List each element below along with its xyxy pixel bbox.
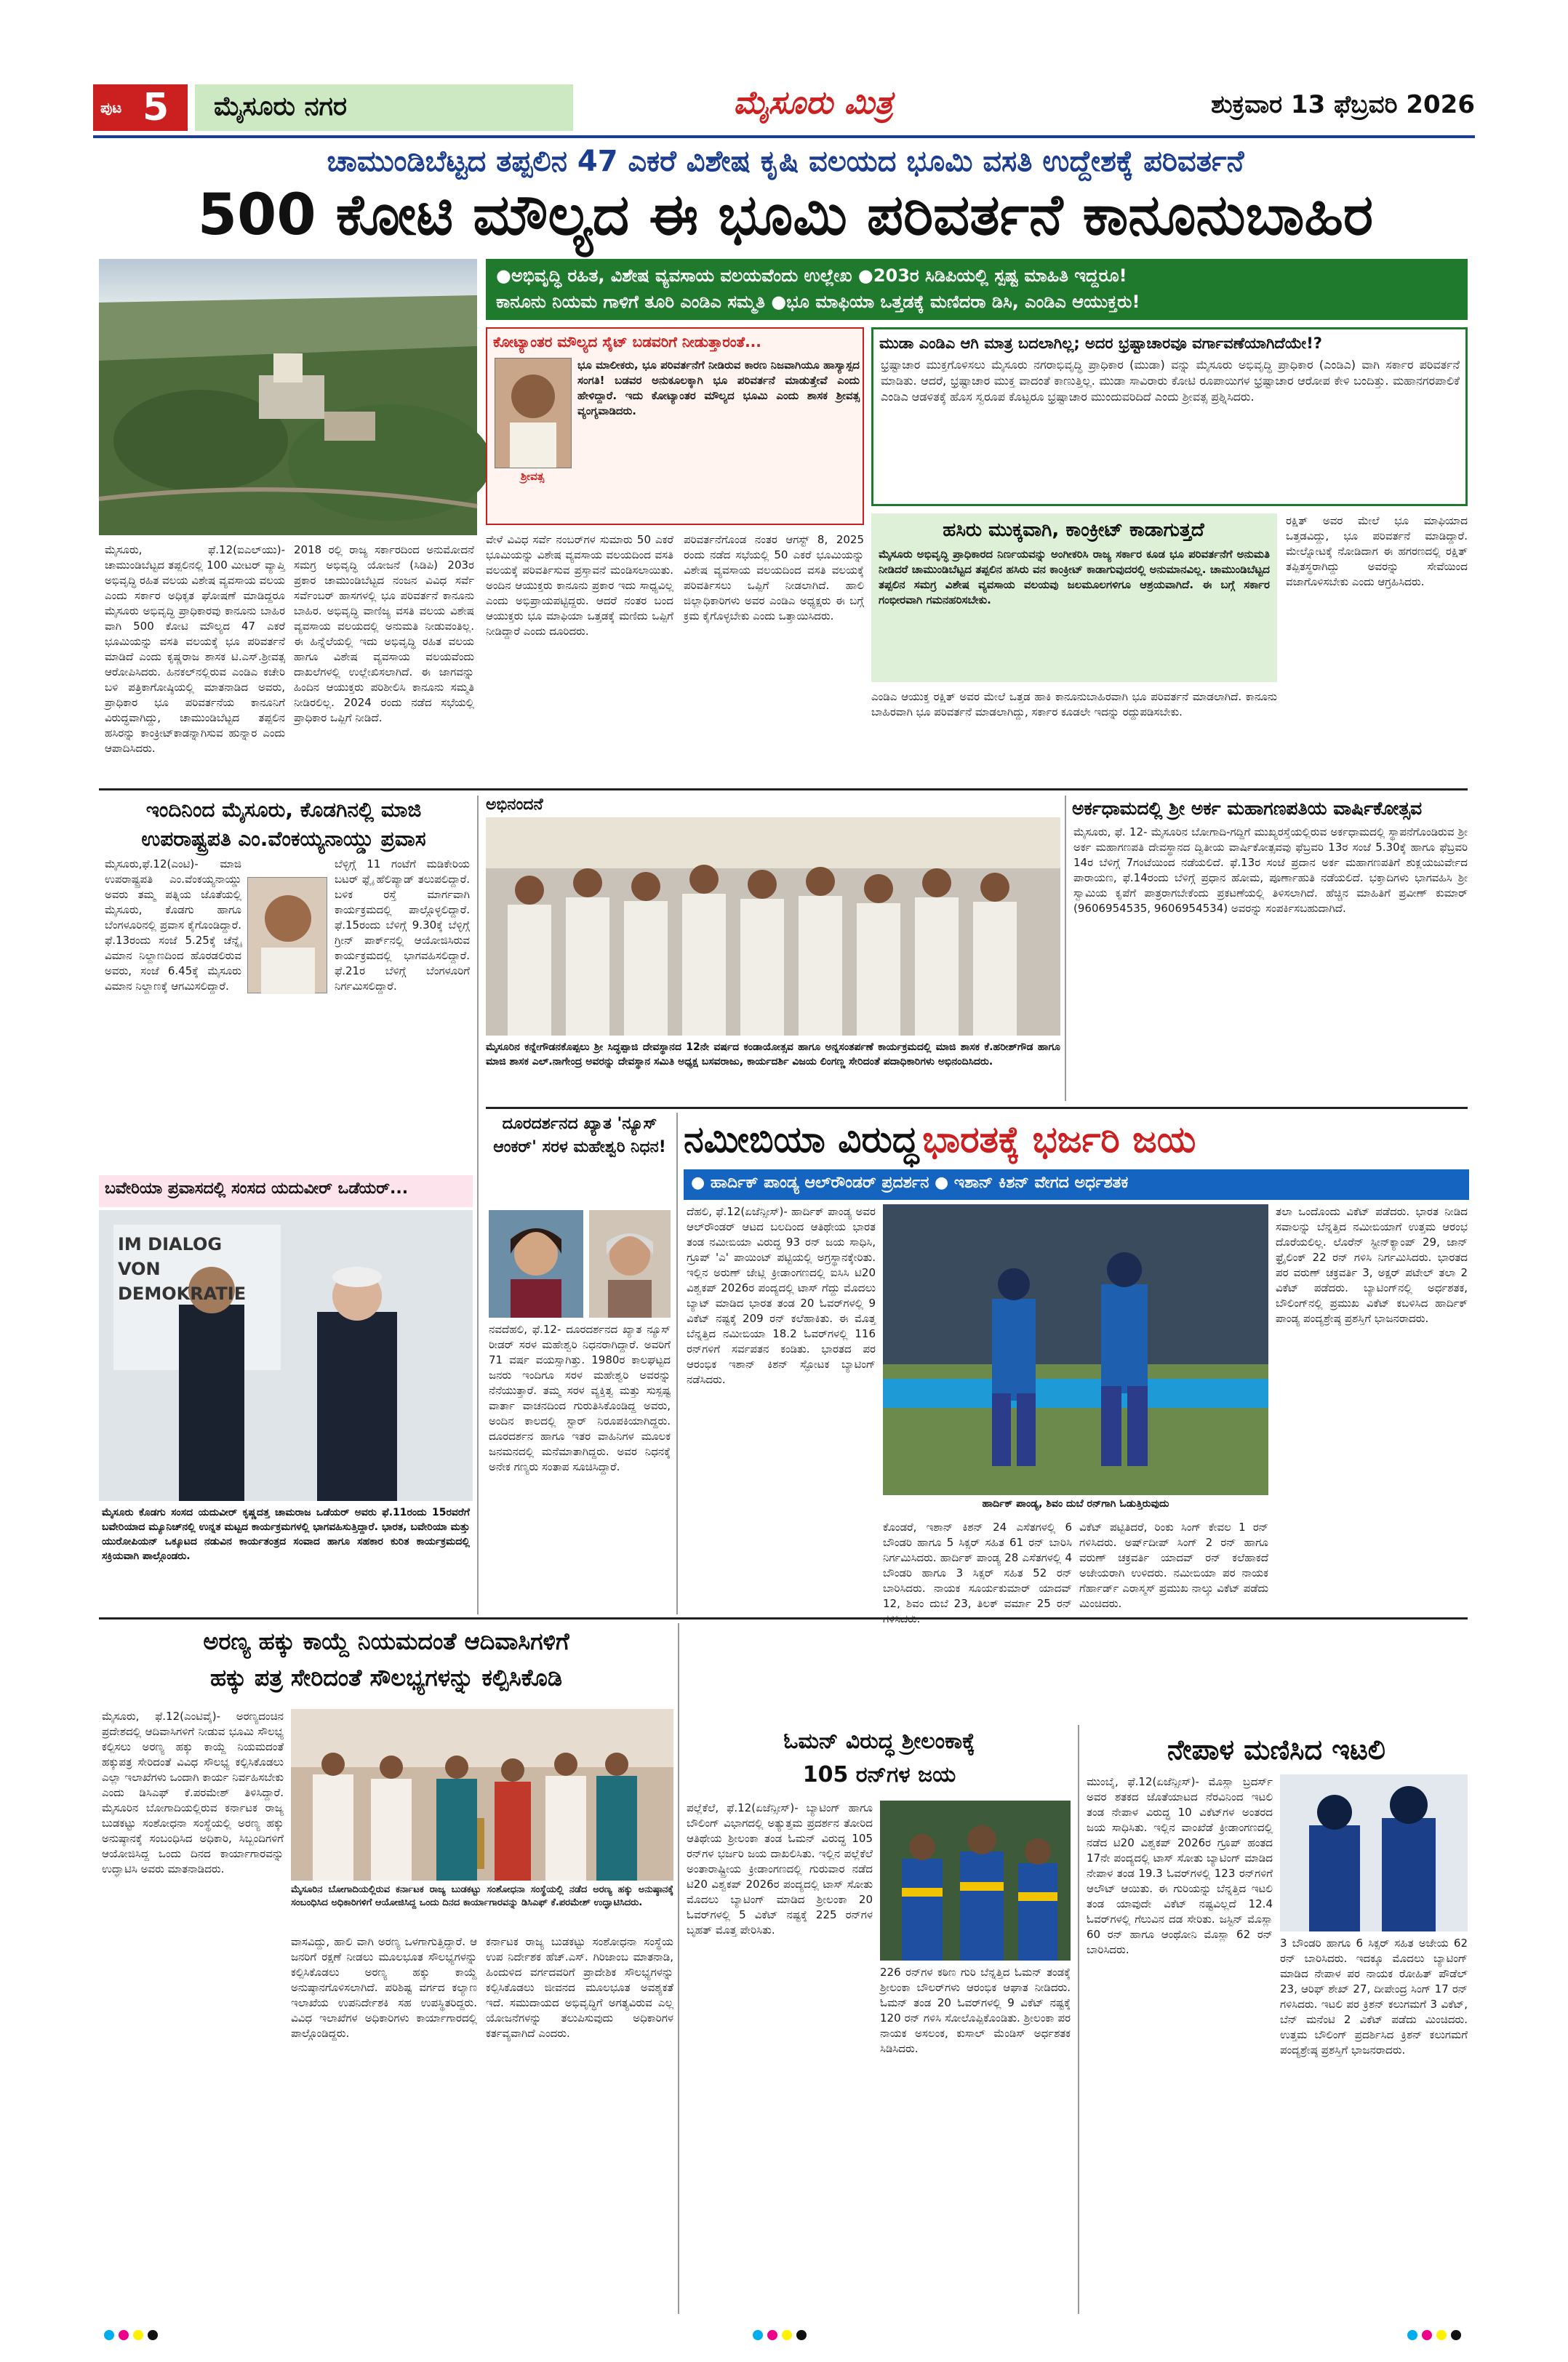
lower-rule [99,1617,1468,1620]
bavaria-caption: ಮೈಸೂರು ಕೊಡಗು ಸಂಸದ ಯದುವೀರ್ ಕೃಷ್ಣದತ್ತ ಚಾಮರಾಜ ಒಡೆಯರ್ ಅವರು ಫೆ.11ರಂದು 15ರವರೆಗೆ ಬವೇರಿಯಾದ ಮ್ಯೂನಿಚ್‌ನಲ್ಲಿ ಉನ್ನತ ಮಟ್ಟದ ಕಾರ್ಯಕ್ರಮಗಳಲ್ಲಿ ಭಾಗವಹಿಸುತ್ತಿದ್ದಾರೆ. ಭಾರತ, ಬವೇರಿಯಾ ಮತ್ತು ಯುರೋಪಿಯನ್ ಒಕ್ಕೂಟದ ನಡುವಿನ ಕಾರ್ಯತಂತ್ರದ ಸಂವಾದ ಹಾಗೂ ಸಹಕಾರ ಕುರಿತ ಕಾರ್ಯಕ್ರಮದಲ್ಲಿ ಸಕ್ರಿಯವಾಗಿ ಪಾಲ್ಗೊಂಡರು. [102,1507,470,1562]
anchor-photo-older [589,1210,671,1318]
lead-headline: 500 ಕೋಟಿ ಮೌಲ್ಯದ ಈ ಭೂಮಿ ಪರಿವರ್ತನೆ ಕಾನೂನುಬಾಹಿರ [197,183,1374,248]
lamp-lighting-ceremony-image [291,1709,673,1881]
forest-photo-caption: ಮೈಸೂರಿನ ಬೋಗಾದಿಯಲ್ಲಿರುವ ಕರ್ನಾಟಕ ರಾಜ್ಯ ಬುಡಕಟ್ಟು ಸಂಶೋಧನಾ ಸಂಸ್ಥೆಯಲ್ಲಿ ನಡೆದ ಅರಣ್ಯ ಹಕ್ಕು ಅನುಷ್ಠಾನಕ್ಕೆ ಸಂಬಂಧಿಸಿದ ಅಧಿಕಾರಿಗಳಿಗೆ ಆಯೋಜಿಸಿದ್ದ ಒಂದು ದಿನದ ಕಾರ್ಯಾಗಾರವನ್ನು ಡಿಸಿಎಫ್ ಕೆ.ಪರಮೇಶ್ ಉದ್ಘಾಟಿಸಿದರು. [291,1884,673,1908]
mda-box-text: ಭ್ರಷ್ಟಾಚಾರ ಮುಕ್ತಗೊಳಿಸಲು ಮೈಸೂರು ನಗರಾಭಿವೃದ್ಧಿ ಪ್ರಾಧಿಕಾರ (ಮುಡಾ) ವನ್ನು ಮೈಸೂರು ಅಭಿವೃದ್ಧಿ ಪ್ರಾಧಿಕಾರ (ಎಂಡಿಎ) ವಾಗಿ ಸರ್ಕಾರ ಪರಿವರ್ತನೆ ಮಾಡಿತು. ಆದರೆ, ಭ್ರಷ್ಟಾಚಾರ ಮುಕ್ತ ವಾದಂತೆ ಕಾಣುತ್ತಿಲ್ಲ. ಮುಡಾ ಸಾವಿರಾರು ಕೋಟಿ ರೂಪಾಯಿಗಳ ಭ್ರಷ್ಟಾಚಾರ ಆರೋಪ ಕೇಳಿ ಬಂದಿತ್ತು. ಮಹಾನಗರಪಾಲಿಕೆ ಎಂಡಿಎ ಆಡಳಿತಕ್ಕೆ ಹೊಸ ಸ್ವರೂಪ ಕೊಟ್ಟರೂ ಭ್ರಷ್ಟಾಚಾರ ಮುಂದುವರಿದಿದೆ ಎಂದು ಶ್ರೀವತ್ಸ ಪ್ರಶ್ನಿಸಿದರು. [881,358,1460,404]
sidebar-quote-text: ಭೂ ಮಾಲೀಕರು, ಭೂ ಪರಿವರ್ತನೆಗೆ ನೀಡಿರುವ ಕಾರಣ ನಿಜವಾಗಿಯೂ ಹಾಸ್ಯಾಸ್ಪದ ಸಂಗತಿ! ಬಡವರ ಅನುಕೂಲಕ್ಕಾಗಿ ಭೂ ಪರಿವರ್ತನೆ ಮಾಡುತ್ತೇವೆ ಎಂದು ಹೇಳಿದ್ದಾರೆ. ಇದು ಕೋಟ್ಯಾಂತರ ಮೌಲ್ಯದ ಭೂಮಿ ಎಂದು ಶಾಸಕ ಶ್ರೀವತ್ಸ ವ್ಯಂಗ್ಯವಾಡಿದರು. [577,359,860,417]
lead-col-1: ಮೈಸೂರು, ಫೆ.12(ಐಎಲ್‌ಯು)- ಚಾಮುಂಡಿಬೆಟ್ಟದ ತಪ್ಪಲಿನಲ್ಲಿ 100 ಮೀಟರ್ ವ್ಯಾಪ್ತಿ ಅಭಿವೃದ್ಧಿ ರಹಿತ ವಲಯ ವಿಶೇಷ ವ್ಯವಸಾಯ ವಲಯ ಎಂದು ಸರ್ಕಾರ ಅಧಿಕೃತ ಘೋಷಣೆ ಮಾಡಿದ್ದರೂ ಮೈಸೂರು ಅಭಿವೃದ್ಧಿ ಪ್ರಾಧಿಕಾರವು ಕಾನೂನು ಬಾಹಿರ ವಾಗಿ 500 ಕೋಟಿ ಮೌಲ್ಯದ 47 ಎಕರೆ ಭೂಮಿಯನ್ನು ವಸತಿ ವಲಯಕ್ಕೆ ಭೂ ಪರಿವರ್ತನೆ ಮಾಡಿದೆ ಎಂದು ಕೃಷ್ಣರಾಜ ಶಾಸಕ ಟಿ.ಎಸ್.ಶ್ರೀವತ್ಸ ಆರೋಪಿಸಿದರು. ಹಿನಕಲ್‌ನಲ್ಲಿರುವ ಎಂಡಿಎ ಕಚೇರಿ ಬಳಿ ಪತ್ರಿಕಾಗೋಷ್ಠಿಯಲ್ಲಿ ಮಾತನಾಡಿದ ಅವರು, ಪ್ರಾಧಿಕಾರ ಭೂ ಪರಿವರ್ತನೆಯ ಕಾನೂನಿಗೆ ವಿರುದ್ಧವಾಗಿದ್ದು, ಚಾಮುಂಡಿಬೆಟ್ಟದ ತಪ್ಪಲಿನ ಹಸಿರನ್ನು ಕಾಂಕ್ರೀಟ್‌ಕಾಡನ್ನಾಗಿಸುವ ಹುನ್ನಾರ ಎಂದು ಆಪಾದಿಸಿದರು. [105,543,285,755]
sidebar-quote-portrait [495,358,572,468]
section-name: ಮೈಸೂರು ನಗರ [214,92,348,121]
cricket-col-4: ತಲಾ ಒಂದೊಂದು ವಿಕೆಟ್ ಪಡೆದರು. ಭಾರತ ನೀಡಿದ ಸವಾಲನ್ನು ಬೆನ್ನತ್ತಿದ ನಮೀಬಿಯಾಗೆ ಉತ್ತಮ ಆರಂಭ ದೊರೆಯಲಿಲ್ಲ. ಲೊರೆನ್ ಸ್ಟೀನ್‌ಕ್ಯಾಂಪ್ 29, ಜಾನ್ ಫ್ರೈಲಿಂಕ್ 22 ರನ್ ಗಳಿಸಿ ನಿರ್ಗಮಿಸಿದರು. ಭಾರತದ ಪರ ವರುಣ್ ಚಕ್ರವರ್ತಿ 3, ಅಕ್ಷರ್ ಪಟೇಲ್ ತಲಾ 2 ವಿಕೆಟ್ ಪಡೆದರು. ಬ್ಯಾಟಿಂಗ್‌ನಲ್ಲಿ ಅರ್ಧಶತಕ, ಬೌಲಿಂಗ್‌ನಲ್ಲಿ ಪ್ರಮುಖ ವಿಕೆಟ್ ಕಬಳಿಸಿದ ಹಾರ್ದಿಕ್ ಪಾಂಡ್ಯ ಪಂದ್ಯಶ್ರೇಷ್ಠ ಪ್ರಶಸ್ತಿಗೆ ಭಾಜನರಾದರು. [1276,1205,1468,1325]
column-divider-4 [678,1623,679,2314]
anchor-photo-young [489,1210,583,1318]
mda-box-title: ಮುಡಾ ಎಂಡಿಎ ಆಗಿ ಮಾತ್ರ ಬದಲಾಗಿಲ್ಲ; ಅದರ ಭ್ರಷ್ಟಾಚಾರವೂ ವರ್ಗಾವಣೆಯಾಗಿದೆಯೇ!? [879,335,1322,352]
forest-col-1: ಮೈಸೂರು, ಫೆ.12(ಎಂಟಿವೈ)- ಅರಣ್ಯದಂಚಿನ ಪ್ರದೇಶದಲ್ಲಿ ಆದಿವಾಸಿಗಳಿಗೆ ನೀಡುವ ಭೂಮಿ ಸೌಲಭ್ಯ ಕಲ್ಪಿಸಲು ಅರಣ್ಯ ಹಕ್ಕು ಕಾಯ್ದೆ ನಿಯಮದಂತೆ ಹಕ್ಕುಪತ್ರ ಸೇರಿದಂತೆ ವಿವಿಧ ಸೌಲಭ್ಯ ಕಲ್ಪಿಸಿಕೊಡಲು ಎಲ್ಲಾ ಇಲಾಖೆಗಳು ಒಂದಾಗಿ ಕಾರ್ಯ ನಿರ್ವಹಿಸಬೇಕು ಎಂದು ಡಿಸಿಎಫ್ ಕೆ.ಪರಮೇಶ್ ತಿಳಿಸಿದ್ದಾರೆ. ಮೈಸೂರಿನ ಬೋಗಾದಿಯಲ್ಲಿರುವ ಕರ್ನಾಟಕ ರಾಜ್ಯ ಬುಡಕಟ್ಟು ಸಂಶೋಧನಾ ಸಂಸ್ಥೆಯಲ್ಲಿ ಅರಣ್ಯ ಹಕ್ಕು ಅನುಷ್ಠಾನಕ್ಕೆ ಸಂಬಂಧಿಸಿದ ಅಧಿಕಾರಿ, ಸಿಬ್ಬಂದಿಗಳಿಗೆ ಆಯೋಜಿಸಿದ್ದ ಒಂದು ದಿನದ ಕಾರ್ಯಾಗಾರವನ್ನು ಉದ್ಘಾಟಿಸಿ ಅವರು ಮಾತನಾಡಿದರು. [102,1710,284,1875]
person-portrait-icon [495,359,571,468]
cricket-col-2: ಕೊಂಡರೆ, ಇಶಾನ್ ಕಿಶನ್ 24 ಎಸೆತಗಳಲ್ಲಿ 6 ಬೌಂಡರಿ ಹಾಗೂ 5 ಸಿಕ್ಸರ್ ಸಹಿತ 61 ರನ್ ಬಾರಿಸಿ ನಿರ್ಗಮಿಸಿದರು. ಹಾರ್ದಿಕ್ ಪಾಂಡ್ಯ 28 ಎಸೆತಗಳಲ್ಲಿ 4 ಬೌಂಡರಿ ಹಾಗೂ 3 ಸಿಕ್ಸರ್ ಸಹಿತ 52 ರನ್ ಬಾರಿಸಿದರು. ನಾಯಕ ಸೂರ್ಯಕುಮಾರ್ ಯಾದವ್ 12, ಶಿವಂ ದುಬೆ 23, ತಿಲಕ್ ವರ್ಮಾ 25 ರನ್ [883,1521,1072,1610]
srilanka-headline-line2: 105 ರನ್‌ಗಳ ಜಯ [802,1762,956,1787]
italy-col-2: 3 ಬೌಂಡರಿ ಹಾಗೂ 6 ಸಿಕ್ಸರ್ ಸಹಿತ ಅಜೇಯ 62 ರನ್ ಬಾರಿಸಿದರು. ಇದಕ್ಕೂ ಮೊದಲು ಬ್ಯಾಟಿಂಗ್ ಮಾಡಿದ ನೇಪಾಳ ಪರ ನಾಯಕ ರೋಹಿತ್ ಪೌಡೆಲ್ 23, ಆರಿಫ್ ಶೇಖ್ 27, ದೀಪೇಂದ್ರ ಸಿಂಗ್ 17 ರನ್ ಗಳಿಸಿದರು. ಇಟಲಿ ಪರ ಕ್ರಿಶನ್ ಕಲುಗಮಗೆ 3 ವಿಕೆಟ್, ಬೆನ್ ಮನೆಂಟಿ 2 ವಿಕೆಟ್ ಪಡೆದು ಮಿಂಚಿದರು. ಉತ್ತಮ ಬೌಲಿಂಗ್ ಪ್ರದರ್ಶಿಸಿದ ಕ್ರಿಶನ್ ಕಲುಗಮಗೆ ಪಂದ್ಯಶ್ರೇಷ್ಠ ಪ್ರಶಸ್ತಿಗೆ ಭಾಜನರಾದರು. [1280,1937,1468,2057]
cricket-headline [684,1113,1469,1168]
srilanka-photo [880,1801,1071,1961]
color-registration-dots-icon [99,2324,1468,2346]
green-box-text: ಮೈಸೂರು ಅಭಿವೃದ್ಧಿ ಪ್ರಾಧಿಕಾರದ ನಿರ್ಣಯವನ್ನು ಅಂಗೀಕರಿಸಿ ರಾಜ್ಯ ಸರ್ಕಾರ ಕೂಡ ಭೂ ಪರಿವರ್ತನೆಗೆ ಅನುಮತಿ ನೀಡಿದರೆ ಚಾಮುಂಡಿಬೆಟ್ಟದ ತಪ್ಪಲಿನ ಹಸಿರು ವನ ಕಾಂಕ್ರೀಟ್ ಕಾಡಾಗುವುದರಲ್ಲಿ ಅನುಮಾನವಿಲ್ಲ. ಚಾಮುಂಡಿಬೆಟ್ಟದ ತಪ್ಪಲಿನ ಸಮಗ್ರ ವಿಶೇಷ ವ್ಯವಸಾಯ ವಲಯವು ಜಲಮೂಲಗಳಿಗೂ ಆಶ್ರಯವಾಗಿದೆ. ಈ ಬಗ್ಗೆ ಸರ್ಕಾರ ಗಂಭೀರವಾಗಿ ಗಮನಹರಿಸಬೇಕು. [879,548,1270,606]
lead-col-6: ರಕ್ಷಿತ್ ಅವರ ಮೇಲೆ ಭೂ ಮಾಫಿಯಾದ ಒತ್ತಡವಿದ್ದು, ಭೂ ಪರಿವರ್ತನೆ ಮಾಡಿದ್ದಾರೆ. ಮೇಲ್ನೋಟಕ್ಕೆ ನೋಡಿದಾಗ ಈ ಹಗರಣದಲ್ಲಿ ರಕ್ಷಿತ್ ತಪ್ಪಿತಸ್ಥರಾಗಿದ್ದು ಅವರನ್ನು ಸೇವೆಯಿಂದ ವಜಾಗೊಳಿಸಬೇಕು ಎಂದು ಆಗ್ರಹಿಸಿದರು. [1286,514,1468,588]
venkaiah-portrait [247,877,327,993]
cricket-headline-black: ನಮೀಬಿಯಾ ವಿರುದ್ಧ [684,1118,919,1161]
bavaria-headline: ಬವೇರಿಯಾ ಪ್ರವಾಸದಲ್ಲಿ ಸಂಸದ ಯದುವೀರ್ ಒಡೆಯರ್... [105,1180,409,1198]
forest-headline [99,1623,673,1703]
column-divider-5 [1078,1725,1079,2314]
mda-box [871,327,1468,506]
forest-col-2: ವಾಸವಿದ್ದು, ಹಾಲಿ ವಾಗಿ ಅರಣ್ಯ ಒಳಗಾಗುತ್ತಿದ್ದಾರೆ. ಆ ಜನರಿಗೆ ರಕ್ಷಣೆ ನೀಡಲು ಮೂಲಭೂತ ಸೌಲಭ್ಯಗಳನ್ನು ಕಲ್ಪಿಸಿಕೊಡಲು ಅರಣ್ಯ ಹಕ್ಕು ಕಾಯ್ದೆ ಅನುಷ್ಠಾನಗೊಳಿಸಲಾಗಿದೆ. ಪರಿಶಿಷ್ಟ ವರ್ಗದ ಕಲ್ಯಾಣ ಇಲಾಖೆಯ ಉಪನಿರ್ದೇಶಕಿ ಸಹ ಉಪಸ್ಥಿತರಿದ್ದರು. ವಿವಿಧ ಇಲಾಖೆಗಳ ಅಧಿಕಾರಿಗಳು ಕಾರ್ಯಾಗಾರದಲ್ಲಿ ಪಾಲ್ಗೊಂಡಿದ್ದರು. [291,1935,477,2040]
lead-bullets-line2: ಕಾನೂನು ನಿಯಮ ಗಾಳಿಗೆ ತೂರಿ ಎಂಡಿಎ ಸಮ್ಮತಿ ●ಭೂ ಮಾಫಿಯಾ ಒತ್ತಡಕ್ಕೆ ಮಣಿದರಾ ಡಿಸಿ, ಎಂಡಿಎ ಆಯುಕ್ತರು! [496,292,1140,312]
italy-photo [1280,1774,1468,1931]
green-box [871,513,1277,682]
bavaria-banner-text: IM DIALOG VON DEMOKRATIE [118,1234,247,1304]
page-label-box [93,84,188,131]
srilanka-col-1: ಪಲ್ಲೆಕೆಲೆ, ಫೆ.12(ಏಜೆನ್ಸೀಸ್)- ಬ್ಯಾಟಿಂಗ್ ಹಾಗೂ ಬೌಲಿಂಗ್ ವಿಭಾಗದಲ್ಲಿ ಅತ್ಯುತ್ತಮ ಪ್ರದರ್ಶನ ತೋರಿದ ಆತಿಥೇಯ ಶ್ರೀಲಂಕಾ ತಂಡ ಓಮನ್ ವಿರುದ್ಧ 105 ರನ್‌ಗಳ ಭರ್ಜರಿ ಜಯ ದಾಖಲಿಸಿತು. ಇಲ್ಲಿನ ಪಲ್ಲೆಕೆಲೆ ಅಂತಾರಾಷ್ಟ್ರೀಯ ಕ್ರೀಡಾಂಗಣದಲ್ಲಿ ಗುರುವಾರ ನಡೆದ ಟಿ20 ವಿಶ್ವಕಪ್ 2026ರ ಪಂದ್ಯದಲ್ಲಿ ಟಾಸ್ ಸೋತು ಮೊದಲು ಬ್ಯಾಟಿಂಗ್ ಮಾಡಿದ ಶ್ರೀಲಂಕಾ 20 ಓವರ್‌ಗಳಲ್ಲಿ 5 ವಿಕೆಟ್ ನಷ್ಟಕ್ಕೆ 225 ರನ್‌ಗಳ ಬೃಹತ್ ಮೊತ್ತ ಪೇರಿಸಿತು. [687,1801,873,1937]
masthead [93,81,1475,134]
lead-bullets-line1: ●ಅಭಿವೃದ್ಧಿ ರಹಿತ, ವಿಶೇಷ ವ್ಯವಸಾಯ ವಲಯವೆಂದು ಉಲ್ಲೇಖ ●203ರ ಸಿಡಿಪಿಯಲ್ಲಿ ಸ್ಪಷ್ಟ ಮಾಹಿತಿ ಇದ್ದರೂ! [496,265,1127,286]
green-box-title: ಹಸಿರು ಮುಕ್ಕವಾಗಿ, ಕಾಂಕ್ರೀಟ್ ಕಾಡಾಗುತ್ತದೆ [943,519,1204,541]
woman-portrait-icon [489,1210,583,1318]
issue-date: ಶುಕ್ರವಾರ 13 ಫೆಬ್ರವರಿ 2026 [1211,90,1475,119]
lead-col-5: ಎಂಡಿಎ ಆಯುಕ್ತ ರಕ್ಷಿತ್ ಅವರ ಮೇಲೆ ಒತ್ತಡ ಹಾಕಿ ಕಾನೂನುಬಾಹಿರವಾಗಿ ಭೂ ಪರಿವರ್ತನೆ ಮಾಡಲಾಗಿದೆ. ಕಾನೂನು ಬಾಹಿರವಾಗಿ ಭೂ ಪರಿವರ್ತನೆ ಮಾಡಲಾಗಿದ್ದು, ಸರ್ಕಾರ ಕೂಡಲೇ ಇದನ್ನು ರದ್ದುಪಡಿಸಬೇಕು. [871,690,1277,718]
cricket-photo-caption: ಹಾರ್ದಿಕ್ ಪಾಂಡ್ಯ, ಶಿವಂ ದುಬೆ ರನ್‌ಗಾಗಿ ಓಡುತ್ತಿರುವುದು [982,1498,1169,1510]
group-photo-image [486,817,1060,1036]
lead-aerial-photo [99,259,477,535]
lead-bullets-band [486,259,1468,320]
aerial-landscape-image [99,259,477,535]
lead-col-3: ವೇಳೆ ವಿವಿಧ ಸರ್ವೆ ನಂಬರ್‌ಗಳ ಸುಮಾರು 50 ಎಕರೆ ಭೂಮಿಯನ್ನು ವಿಶೇಷ ವ್ಯವಸಾಯ ವಲಯದಿಂದ ವಸತಿ ವಲಯಕ್ಕೆ ಪರಿವರ್ತಿಸುವ ಪ್ರಸ್ತಾವನೆ ಮಂಡಿಸಲಾಯಿತು. ಅಂದಿನ ಆಯುಕ್ತರು ಕಾನೂನು ಪ್ರಕಾರ ಇದು ಸಾಧ್ಯವಿಲ್ಲ ಎಂದು ಅಭಿಪ್ರಾಯಪಟ್ಟಿದ್ದರು. ಆದರೆ ನಂತರ ಬಂದ ಆಯುಕ್ತರು ಭೂ ಮಾಫಿಯಾ ಒತ್ತಡಕ್ಕೆ ಮಣಿದು ಒಪ್ಪಿಗೆ ನೀಡಿದ್ದಾರೆ ಎಂದು ದೂರಿದರು. [486,533,673,638]
forest-col-3: ಕರ್ನಾಟಕ ರಾಜ್ಯ ಬುಡಕಟ್ಟು ಸಂಶೋಧನಾ ಸಂಸ್ಥೆಯ ಉಪ ನಿರ್ದೇಶಕ ಹೆಚ್.ಎಸ್. ಗಿರಿಜಾಂಬ ಮಾತನಾಡಿ, ಹಿಂದುಳಿದ ವರ್ಗದವರಿಗೆ ಪ್ರಾದೇಶಿಕ ಸೌಲಭ್ಯಗಳನ್ನು ಕಲ್ಪಿಸಿಕೊಡಲು ಜೀವನದ ಮೂಲಭೂತ ಅವಶ್ಯಕತೆ ಇದೆ. ಸಮುದಾಯದ ಅಭಿವೃದ್ಧಿಗೆ ಅಗತ್ಯವಿರುವ ಎಲ್ಲ ಯೋಜನೆಗಳನ್ನು ತಲುಪಿಸುವುದು ಅಧಿಕಾರಿಗಳ ಕರ್ತವ್ಯವಾಗಿದೆ ಎಂದರು. [486,1935,673,2040]
column-divider-2 [1065,796,1066,1101]
cricket-col-1: ದೆಹಲಿ, ಫೆ.12(ಏಜೆನ್ಸೀಸ್)- ಹಾರ್ದಿಕ್ ಪಾಂಡ್ಯ ಅವರ ಆಲ್‌ರೌಂಡರ್ ಆಟದ ಬಲದಿಂದ ಆತಿಥೇಯ ಭಾರತ ತಂಡ ನಮೀಬಿಯಾ ವಿರುದ್ಧ 93 ರನ್ ಜಯ ಸಾಧಿಸಿ, ಗ್ರೂಪ್ 'ಎ' ಪಾಯಿಂಟ್ ಪಟ್ಟಿಯಲ್ಲಿ ಅಗ್ರಸ್ಥಾನಕ್ಕೇರಿತು. ಇಲ್ಲಿನ ಅರುಣ್ ಜೇಟ್ಲಿ ಕ್ರೀಡಾಂಗಣದಲ್ಲಿ ಐಸಿಸಿ ಟಿ20 ವಿಶ್ವಕಪ್ 2026ರ ಪಂದ್ಯದಲ್ಲಿ ಟಾಸ್ ಗೆದ್ದು ಮೊದಲು ಬ್ಯಾಟ್ ಮಾಡಿದ ಭಾರತ ತಂಡ 20 ಓವರ್‌ಗಳಲ್ಲಿ 9 ವಿಕೆಟ್ ನಷ್ಟಕ್ಕೆ 209 ರನ್ ಕಲೆಹಾಕಿತು. ಈ ಮೊತ್ತ ಬೆನ್ನತ್ತಿದ ನಮೀಬಿಯಾ 18.2 ಓವರ್‌ಗಳಲ್ಲಿ 116 ರನ್‌ಗಳಿಗೆ ಸರ್ವಪತನ ಕಂಡಿತು. ಭಾರತದ ಪರ ಆರಂಭಿಕ ಇಶಾನ್ ಕಿಶನ್ ಸ್ಫೋಟಕ ಬ್ಯಾಟಿಂಗ್ ನಡೆಸಿದರು. [687,1205,876,1386]
column-divider-3 [676,1113,678,1614]
felicitation-caption: ಮೈಸೂರಿನ ಕನ್ನೇಗೌಡನಕೊಪ್ಪಲು ಶ್ರೀ ಸಿದ್ಧಪ್ಪಾಜಿ ದೇವಸ್ಥಾನದ 12ನೇ ವರ್ಷದ ಕಂಡಾಯೋತ್ಸವ ಹಾಗೂ ಅನ್ನಸಂತರ್ಪಣೆ ಕಾರ್ಯಕ್ರಮದಲ್ಲಿ ಮಾಜಿ ಶಾಸಕ ಕೆ.ಹರೀಶ್‌ಗೌಡ ಹಾಗೂ ಮಾಜಿ ಶಾಸಕ ಎಲ್.ನಾಗೇಂದ್ರ ಅವರನ್ನು ದೇವಸ್ಥಾನ ಸಮಿತಿ ಅಧ್ಯಕ್ಷ ಬಸವರಾಜು, ಕಾರ್ಯದರ್ಶಿ ವಿಜಯ ಲಿಂಗಣ್ಣ ಸೇರಿದಂತೆ ಪದಾಧಿಕಾರಿಗಳು ಅಭಿನಂದಿಸಿದರು. [486,1041,1060,1068]
sidebar-quote-box [486,327,864,525]
page-label: ಪುಟ [100,99,122,116]
srilanka-headline [687,1725,1072,1798]
footer-registration-marks [99,2324,1468,2346]
italy-headline: ನೇಪಾಳ ಮಣಿಸಿದ ಇಟಲಿ [1167,1734,1385,1766]
paper-name: ಮೈಸೂರು ಮಿತ್ರ [733,84,893,121]
cricket-photo [883,1204,1268,1495]
felicitation-label: ಅಭಿನಂದನೆ [486,796,543,814]
masthead-divider [93,135,1475,138]
cricket-subhead-band [684,1169,1469,1200]
venkaiah-col-2: ಬೆಳ್ಳಿಗ್ಗೆ 11 ಗಂಟೆಗೆ ಮಡಿಕೇರಿಯ ಬಟರ್ ಫ್ಲೈ ಹೆಲಿಪ್ಯಾಡ್ ತಲುಪಲಿದ್ದಾರೆ. ಬಳಿಕ ರಸ್ತೆ ಮಾರ್ಗವಾಗಿ ಕಾರ್ಯಕ್ರಮದಲ್ಲಿ ಪಾಲ್ಗೊಳ್ಳಲಿದ್ದಾರೆ. ಫೆ.15ರಂದು ಬೆಳಿಗ್ಗೆ 9.30ಕ್ಕೆ ಬೆಳ್ಳಿಗ್ಗೆ ಗ್ರೀನ್ ಪಾರ್ಕ್‌ನಲ್ಲಿ ಆಯೋಜಿಸಿರುವ ಕಾರ್ಯಕ್ರಮದಲ್ಲಿ ಭಾಗವಹಿಸಲಿದ್ದಾರೆ. ಫೆ.21ರ ಬೆಳಿಗ್ಗೆ ಬೆಂಗಳೂರಿಗೆ ನಿರ್ಗಮಿಸಲಿದ್ದಾರೆ. [335,857,470,993]
srilanka-col-2: 226 ರನ್‌ಗಳ ಕಠಿಣ ಗುರಿ ಬೆನ್ನತ್ತಿದ ಓಮನ್ ತಂಡಕ್ಕೆ ಶ್ರೀಲಂಕಾ ಬೌಲರ್‌ಗಳು ಆರಂಭಿಕ ಆಘಾತ ನೀಡಿದರು. ಓಮನ್ ತಂಡ 20 ಓವರ್‌ಗಳಲ್ಲಿ 9 ವಿಕೆಟ್ ನಷ್ಟಕ್ಕೆ 120 ರನ್ ಗಳಿಸಿ ಸೋಲೊಪ್ಪಿಕೊಂಡಿತು. ಶ್ರೀಲಂಕಾ ಪರ ನಾಯಕ ಅಸಲಂಕ, ಕುಸಾಲ್ ಮೆಂಡಿಸ್ ಅರ್ಧಶತಕ ಸಿಡಿಸಿದರು. [880,1966,1071,2055]
page-number: 5 [143,86,169,129]
srilanka-headline-line1: ಓಮನ್ ವಿರುದ್ಧ ಶ್ರೀಲಂಕಾಕ್ಕೆ [783,1729,975,1754]
sidebar-quote-name: ಶ್ರೀವತ್ಸ [520,470,545,483]
cricket-headline-red: ಭಾರತಕ್ಕೆ ಭರ್ಜರಿ ಜಯ [922,1118,1196,1161]
felicitation-photo [486,817,1060,1036]
anchor-text: ನವದೆಹಲಿ, ಫೆ.12- ದೂರದರ್ಶನದ ಖ್ಯಾತ ನ್ಯೂಸ್ ರೀಡರ್ ಸರಳ ಮಹೇಶ್ವರಿ ನಿಧನರಾಗಿದ್ದಾರೆ. ಅವರಿಗೆ 71 ವರ್ಷ ವಯಸ್ಸಾಗಿತ್ತು. 1980ರ ಕಾಲಘಟ್ಟದ ಜನರು ಇಂದಿಗೂ ಸರಳ ಮಹೇಶ್ವರಿ ಅವರನ್ನು ನೆನೆಯುತ್ತಾರೆ. ತಮ್ಮ ಸರಳ ವ್ಯಕ್ತಿತ್ವ ಮತ್ತು ಸುಸ್ಪಷ್ಟ ವಾರ್ತಾ ವಾಚನದಿಂದ ಗುರುತಿಸಿಕೊಂಡಿದ್ದ ಅವರು, ಅಂದಿನ ಕಾಲದಲ್ಲಿ ಸ್ಟಾರ್ ನಿರೂಪಕಿಯಾಗಿದ್ದರು. ದೂರದರ್ಶನ ಹಾಗೂ ಇತರ ವಾಹಿನಿಗಳ ಮೂಲಕ ಜನಮನದಲ್ಲಿ ಮನೆಮಾತಾಗಿದ್ದರು. ಅವರ ನಿಧನಕ್ಕೆ ಅನೇಕ ಗಣ್ಯರು ಸಂತಾಪ ಸೂಚಿಸಿದ್ದಾರೆ. [489,1323,671,1473]
venkaiah-col-1: ಮೈಸೂರು,ಫೆ.12(ಎಂಟಿ)- ಮಾಜಿ ಉಪರಾಷ್ಟ್ರಪತಿ ಎಂ.ವೆಂಕಯ್ಯನಾಯ್ಡು ಅವರು ತಮ್ಮ ಪತ್ನಿಯ ಜೊತೆಯಲ್ಲಿ ಮೈಸೂರು, ಕೊಡಗು ಹಾಗೂ ಬೆಂಗಳೂರಿನಲ್ಲಿ ಪ್ರವಾಸ ಕೈಗೊಂಡಿದ್ದಾರೆ. ಫೆ.13ರಂದು ಸಂಜೆ 5.25ಕ್ಕೆ ಚೆನ್ನೈ ವಿಮಾನ ನಿಲ್ದಾಣದಿಂದ ಹೊರಡಲಿರುವ ಅವರು, ಸಂಜೆ 6.45ಕ್ಕೆ ಮೈಸೂರು ವಿಮಾನ ನಿಲ್ದಾಣಕ್ಕೆ ಆಗಮಿಸಲಿದ್ದಾರೆ. [105,857,241,993]
lead-bottom-rule [99,788,1468,790]
arka-text: ಮೈಸೂರು, ಫೆ. 12- ಮೈಸೂರಿನ ಬೋಗಾದಿ-ಗದ್ದಿಗೆ ಮುಖ್ಯರಸ್ತೆಯಲ್ಲಿರುವ ಅರ್ಕಧಾಮದಲ್ಲಿ ಸ್ಥಾಪನೆಗೊಂಡಿರುವ ಶ್ರೀ ಅರ್ಕ ಮಹಾಗಣಪತಿ ದೇವಸ್ಥಾನದ ದ್ವಿತೀಯ ವಾರ್ಷಿಕೋತ್ಸವವು ಫೆಬ್ರವರಿ 13ರ ಸಂಜೆ 5.30ಕ್ಕೆ ಹಾಗೂ ಫೆಬ್ರವರಿ 14ರ ಬೆಳಿಗ್ಗೆ 7ಗಂಟೆಯಿಂದ ನಡೆಯಲಿದೆ. ಫೆ.13ರ ಸಂಜೆ ಪ್ರದಾನ ಅರ್ಕ ಮಹಾಗಣಪತಿಗೆ ಶುಕ್ಲಯಜುರ್ವೇದ ಪಾರಾಯಣ, ಫೆ.14ರಂದು ಬೆಳಿಗ್ಗೆ ಪ್ರಧಾನ ಹೋಮ, ಪೂರ್ಣಾಹುತಿ ನಡೆಯಲಿದೆ. ಭಕ್ತಾದಿಗಳು ಭಾಗವಹಿಸಿ ಶ್ರೀ ಸ್ವಾಮಿಯ ಕೃಪೆಗೆ ಪಾತ್ರರಾಗಬೇಕೆಂದು ಪ್ರಕಟಣೆಯಲ್ಲಿ ತಿಳಿಸಲಾಗಿದೆ. ಹೆಚ್ಚಿನ ಮಾಹಿತಿಗೆ ಪ್ರವೀಣ್ ಕುಮಾರ್ (9606954535, 9606954534) ಅವರನ್ನು ಸಂಪರ್ಕಿಸಬಹುದಾಗಿದೆ. [1073,825,1468,915]
cricketers-batting-image [1280,1774,1468,1931]
lead-kicker: ಚಾಮುಂಡಿಬೆಟ್ಟದ ತಪ್ಪಲಿನ 47 ಎಕರೆ ವಿಶೇಷ ಕೃಷಿ ವಲಯದ ಭೂಮಿ ವಸತಿ ಉದ್ದೇಶಕ್ಕೆ ಪರಿವರ್ತನೆ [327,145,1244,178]
forest-headline-line2: ಹಕ್ಕು ಪತ್ರ ಸೇರಿದಂತೆ ಸೌಲಭ್ಯಗಳನ್ನು ಕಲ್ಪಿಸಿಕೊಡಿ [209,1664,563,1692]
cricket-subhead: ● ಹಾರ್ದಿಕ್ ಪಾಂಡ್ಯ ಆಲ್‌ರೌಂಡರ್ ಪ್ರದರ್ಶನ ● ಇಶಾನ್ ಕಿಶನ್ ವೇಗದ ಅರ್ಧಶತಕ [691,1174,1129,1192]
forest-photo [291,1709,673,1881]
forest-headline-line1: ಅರಣ್ಯ ಹಕ್ಕು ಕಾಯ್ದೆ ನಿಯಮದಂತೆ ಆದಿವಾಸಿಗಳಿಗೆ [203,1628,569,1655]
cricketers-celebrating-image [880,1801,1071,1961]
column-divider-1 [477,796,479,1614]
woman-portrait-icon [589,1210,671,1318]
sidebar-quote-title: ಕೋಟ್ಯಾಂತರ ಮೌಲ್ಯದ ಸೈಟ್ ಬಡವರಿಗೆ ನೀಡುತ್ತಾರಂತೆ... [493,333,761,351]
lead-col-2: 2018 ರಲ್ಲಿ ರಾಜ್ಯ ಸರ್ಕಾರದಿಂದ ಅನುಮೋದನೆ ಸಮಗ್ರ ಅಭಿವೃದ್ಧಿ ಯೋಜನೆ (ಸಿಡಿಪಿ) 203ರ ಪ್ರಕಾರ ಚಾಮುಂಡಿಬೆಟ್ಟದ ನಂಜನ ವಿವಿಧ ಸರ್ವೆ ಸರ್ವೆಂಬರ್ ಹಾಸಗಳಲ್ಲಿ ಭೂ ಪರಿವರ್ತನೆ ಕಾನೂನು ಬಾಹಿರ. ಅಭಿವೃದ್ಧಿ ವಾಣಿಜ್ಯ ವಸತಿ ವಲಯ ವಿಶೇಷ ವ್ಯವಸಾಯ ವಲಯದಲ್ಲಿ ಅನುಮತಿ ನೀಡುವಂತಿಲ್ಲ. ಈ ಹಿನ್ನೆಲೆಯಲ್ಲಿ ಇದು ಅಭಿವೃದ್ಧಿ ರಹಿತ ವಲಯ ಹಾಗೂ ವಿಶೇಷ ವ್ಯವಸಾಯ ವಲಯವೆಂದು ದಾಖಲೆಗಳಲ್ಲಿ ಉಲ್ಲೇಖಿಸಲಾಗಿದೆ. ಈ ಜಾಗವನ್ನು ಹಿಂದಿನ ಆಯುಕ್ತರು ಪರಿಶೀಲಿಸಿ ಕಾನೂನು ಸಮ್ಮತಿ ನೀಡಿರಲಿಲ್ಲ. 2024 ರಂದು ನಡೆದ ಸಭೆಯಲ್ಲಿ ಪ್ರಾಧಿಕಾರ ಒಪ್ಪಿಗೆ ನೀಡಿದೆ. [294,543,474,724]
italy-text: ಮುಂಬೈ, ಫೆ.12(ಏಜೆನ್ಸೀಸ್)- ಮೊಸ್ಲಾ ಬ್ರದರ್ಸ್ ಅವರ ಶತಕದ ಜೊತೆಯಾಟದ ನೆರವಿನಿಂದ ಇಟಲಿ ತಂಡ ನೇಪಾಳ ವಿರುದ್ಧ 10 ವಿಕೆಟ್‌ಗಳ ಅಂತರದ ಜಯ ಸಾಧಿಸಿತು. ಇಲ್ಲಿನ ವಾಂಖೆಡೆ ಕ್ರೀಡಾಂಗಣದಲ್ಲಿ ನಡೆದ ಟಿ20 ವಿಶ್ವಕಪ್ 2026ರ ಗ್ರೂಪ್ ಹಂತದ 17ನೇ ಪಂದ್ಯದಲ್ಲಿ ಟಾಸ್ ಸೋತು ಬ್ಯಾಟಿಂಗ್ ಮಾಡಿದ ನೇಪಾಳ ತಂಡ 19.3 ಓವರ್‌ಗಳಲ್ಲಿ 123 ರನ್‌ಗಳಿಗೆ ಆಲೌಟ್ ಆಯಿತು. ಈ ಗುರಿಯನ್ನು ಬೆನ್ನತ್ತಿದ ಇಟಲಿ ತಂಡ ಯಾವುದೇ ವಿಕೆಟ್ ನಷ್ಟವಿಲ್ಲದೆ 12.4 ಓವರ್‌ಗಳಲ್ಲಿ ಗೆಲುವಿನ ದಡ ಸೇರಿತು. ಜಸ್ಟಿನ್ ಮೊಸ್ಲಾ 60 ರನ್ ಹಾಗೂ ಆಂಥೋನಿ ಮೊಸ್ಲಾ 62 ರನ್ ಬಾರಿಸಿದರು. [1087,1775,1273,1956]
cricket-players-running-image [883,1204,1268,1495]
anchor-headline: ದೂರದರ್ಶನದ ಖ್ಯಾತ 'ನ್ಯೂಸ್ ಆಂಕರ್' ಸರಳ ಮಹೇಶ್ವರಿ ನಿಧನ! [493,1115,666,1156]
venkaiah-headline: ಇಂದಿನಿಂದ ಮೈಸೂರು, ಕೊಡಗಿನಲ್ಲಿ ಮಾಜಿ ಉಪರಾಷ್ಟ್ರಪತಿ ಎಂ.ವೆಂಕಯ್ಯನಾಯ್ಡು ಪ್ರವಾಸ [141,798,426,851]
mid-rule [486,1107,1468,1109]
bavaria-photo [99,1210,473,1501]
bavaria-headline-band [99,1175,473,1207]
lead-col-4: ಪರಿವರ್ತನೆಗೊಂಡ ನಂತರ ಆಗಸ್ಟ್ 8, 2025 ರಂದು ನಡೆದ ಸಭೆಯಲ್ಲಿ 50 ಎಕರೆ ಭೂಮಿಯನ್ನು ವಿಶೇಷ ವ್ಯವಸಾಯ ವಲಯದಿಂದ ವಸತಿ ವಲಯಕ್ಕೆ ಪರಿವರ್ತಿಸಲು ಒಪ್ಪಿಗೆ ನೀಡಲಾಗಿದೆ. ಹಾಲಿ ಜಿಲ್ಲಾಧಿಕಾರಿಗಳು ಅವರ ಎಂಡಿಎ ಅಧ್ಯಕ್ಷರು ಈ ಬಗ್ಗೆ ಕ್ರಮ ಕೈಗೊಳ್ಳಬೇಕು ಎಂದು ಒತ್ತಾಯಿಸಿದರು. [684,533,864,622]
cricket-col-3: ವಿಕೆಟ್ ಪಟ್ಟಿತಿದರೆ, ರಿಂಕು ಸಿಂಗ್ ಕೇವಲ 1 ರನ್ ಗಳಿಸಿದರು. ಅರ್ಷ್‌ದೀಪ್ ಸಿಂಗ್ 2 ರನ್ ಹಾಗೂ ವರುಣ್ ಚಕ್ರವರ್ತಿ ಯಾದವ್ ರನ್ ಕಲೆಹಾಕದೆ ಅಜೇಯರಾಗಿ ಉಳಿದರು. ನಮೀಬಿಯಾ ಪರ ನಾಯಕ ಗೆರ್ಹಾರ್ಡ್ ಎರಾಸ್ಮಸ್ ಪ್ರಮುಖ ನಾಲ್ಕು ವಿಕೆಟ್ ಪಡೆದು ಮಿಂಚಿದರು. [1079,1521,1268,1610]
arka-headline: ಅರ್ಕಧಾಮದಲ್ಲಿ ಶ್ರೀ ಅರ್ಕ ಮಹಾಗಣಪತಿಯ ವಾರ್ಷಿಕೋತ್ಸವ [1072,798,1423,819]
person-portrait-icon [248,878,328,994]
section-name-box [195,84,573,131]
